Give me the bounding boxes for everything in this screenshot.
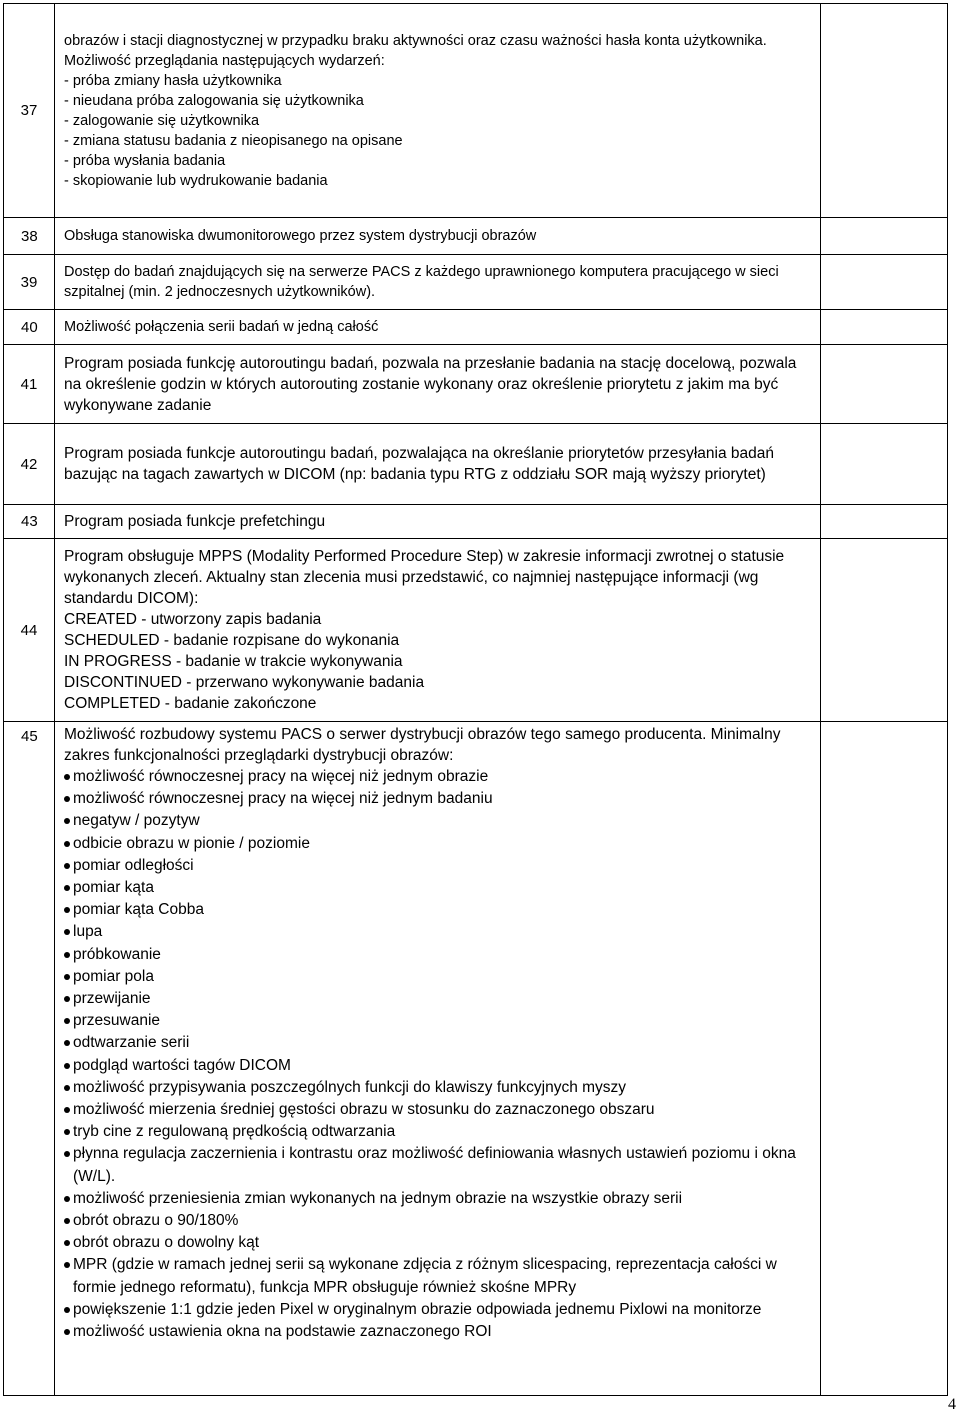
empty-cell [821,539,948,722]
table-row [4,345,948,424]
empty-cell [821,345,948,424]
feature-list [64,766,814,1343]
row-description: Obsługa stanowiska dwumonitorowego przez system dystrybucji obrazów [55,218,821,255]
row-description [55,722,821,1396]
list-item: płynna regulacja zaczernienia i kontrastu oraz możliwość definiowania własnych ustawień poziomu i okna (W/L). [64,1143,814,1187]
text-line: obrazów i stacji diagnostycznej w przypadku braku aktywności oraz czasu ważności hasła konta użytkownika. [64,32,767,49]
table-row [4,4,948,218]
list-item: pomiar odległości [64,855,814,877]
list-item: podgląd wartości tagów DICOM [64,1055,814,1077]
status-line: DISCONTINUED - przerwano wykonywanie badania [64,674,425,691]
text-line: - próba wysłania badania [64,152,226,169]
empty-cell [821,310,948,345]
text-line: Możliwość przeglądania następujących wydarzeń: [64,52,385,69]
row-description [55,4,821,218]
row-number: 39 [4,255,55,310]
empty-cell [821,4,948,218]
row-description: Program posiada funkcję autoroutingu badań, pozwala na przesłanie badania na stację docelową, pozwala na określenie godzin w których autorouting zostanie wykonany oraz określenie priorytetu z jakim ma być wykonywane zadanie [55,345,821,424]
list-item: pomiar pola [64,966,814,988]
status-line: CREATED - utworzony zapis badania [64,611,322,628]
list-item: obrót obrazu o dowolny kąt [64,1232,814,1254]
row-description [55,539,821,722]
list-item: możliwość mierzenia średniej gęstości obrazu w stosunku do zaznaczonego obszaru [64,1099,814,1121]
list-item: próbkowanie [64,944,814,966]
list-item: odbicie obrazu w pionie / poziomie [64,833,814,855]
empty-cell [821,424,948,505]
list-item: obrót obrazu o 90/180% [64,1210,814,1232]
text-line: - nieudana próba zalogowania się użytkownika [64,92,364,109]
empty-cell [821,505,948,539]
status-line: IN PROGRESS - badanie w trakcie wykonywania [64,653,403,670]
list-item: negatyw / pozytyw [64,810,814,832]
row-number: 41 [4,345,55,424]
table-row [4,539,948,722]
page-number: 4 [948,1396,956,1413]
empty-cell [821,722,948,1396]
row-description: Program posiada funkcje prefetchingu [55,505,821,539]
list-item: odtwarzanie serii [64,1032,814,1054]
table-row [4,424,948,505]
text-line: - zalogowanie się użytkownika [64,112,260,129]
text-line: - skopiowanie lub wydrukowanie badania [64,172,328,189]
list-item: pomiar kąta Cobba [64,899,814,921]
status-line: COMPLETED - badanie zakończone [64,695,317,712]
row-number: 45 [4,722,55,1396]
row-number: 40 [4,310,55,345]
list-item: przewijanie [64,988,814,1010]
empty-cell [821,255,948,310]
list-item: przesuwanie [64,1010,814,1032]
row-description: Możliwość połączenia serii badań w jedną całość [55,310,821,345]
row-number: 44 [4,539,55,722]
viewer-intro: Możliwość rozbudowy systemu PACS o serwer dystrybucji obrazów tego samego producenta. Minimalny zakres funkcjonalności przeglądarki dystrybucji obrazów: [64,726,781,764]
list-item: powiększenie 1:1 gdzie jeden Pixel w oryginalnym obrazie odpowiada jednemu Pixlowi na monitorze [64,1299,814,1321]
specification-table [3,3,948,1396]
list-item: możliwość przypisywania poszczególnych funkcji do klawiszy funkcyjnych myszy [64,1077,814,1099]
row-description: Dostęp do badań znajdujących się na serwerze PACS z każdego uprawnionego komputera pracującego w sieci szpitalnej (min. 2 jednoczesnych użytkowników). [55,255,821,310]
row-description: Program posiada funkcje autoroutingu badań, pozwalająca na określanie priorytetów przesyłania badań bazując na tagach zawartych w DICOM (np: badania typu RTG z oddziału SOR mają wyższy priorytet) [55,424,821,505]
row-number: 43 [4,505,55,539]
table-row [4,722,948,1396]
row-number: 38 [4,218,55,255]
empty-cell [821,218,948,255]
list-item: możliwość równoczesnej pracy na więcej niż jednym obrazie [64,766,814,788]
list-item: pomiar kąta [64,877,814,899]
list-item: możliwość ustawienia okna na podstawie zaznaczonego ROI [64,1321,814,1343]
list-item: tryb cine z regulowaną prędkością odtwarzania [64,1121,814,1143]
text-line: - próba zmiany hasła użytkownika [64,72,282,89]
mpps-intro: Program obsługuje MPPS (Modality Performed Procedure Step) w zakresie informacji zwrotnej o statusie wykonanych zleceń. Aktualny stan zlecenia musi przedstawić, co najmniej następujące informacji (wg standardu DICOM): [64,548,785,607]
table-row [4,255,948,310]
table-row [4,310,948,345]
list-item: MPR (gdzie w ramach jednej serii są wykonane zdjęcia z różnym slicespacing, reprezentacja całości w formie jednego reformatu), funkcja MPR obsługuje również skośne MPRy [64,1254,814,1298]
table-row [4,505,948,539]
list-item: możliwość równoczesnej pracy na więcej niż jednym badaniu [64,788,814,810]
status-line: SCHEDULED - badanie rozpisane do wykonania [64,632,400,649]
list-item: możliwość przeniesienia zmian wykonanych na jednym obrazie na wszystkie obrazy serii [64,1188,814,1210]
table-row [4,218,948,255]
row-number: 37 [4,4,55,218]
text-line: - zmiana statusu badania z nieopisanego na opisane [64,132,403,149]
list-item: lupa [64,921,814,943]
row-number: 42 [4,424,55,505]
